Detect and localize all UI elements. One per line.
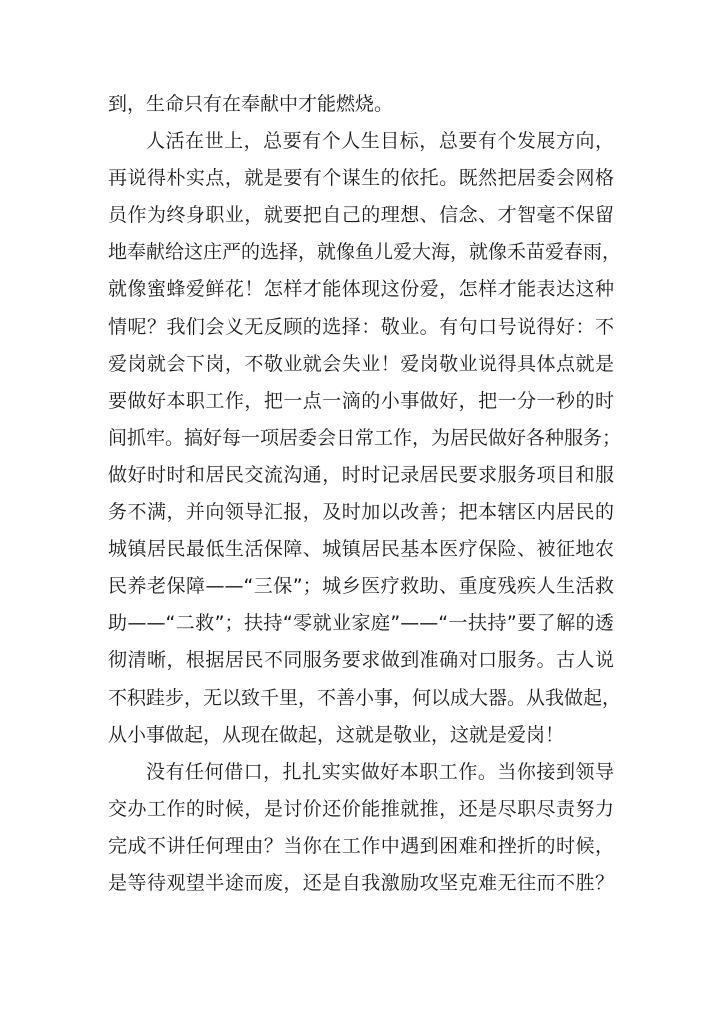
- text-line: 城镇居民最低生活保障、城镇居民基本医疗保险、被征地农: [108, 538, 614, 561]
- text-line: 爱岗就会下岗，不敬业就会失业！爱岗敬业说得具体点就是: [108, 352, 614, 375]
- text-line: 地奉献给这庄严的选择，就像鱼儿爱大海，就像禾苗爱春雨，: [108, 241, 622, 264]
- text-line: 不积跬步，无以致千里，不善小事，何以成大器。从我做起，: [108, 686, 622, 709]
- document-body: [108, 86, 622, 902]
- text-line: 情呢？我们会义无反顾的选择：敬业。有句口号说得好：不: [108, 315, 614, 338]
- text-line: 是等待观望半途而废，还是自我激励攻坚克难无往而不胜？: [108, 871, 614, 894]
- text-line: 人活在世上，总要有个人生目标，总要有个发展方向，: [146, 130, 614, 153]
- text-line: 没有任何借口，扎扎实实做好本职工作。当你接到领导: [146, 760, 614, 783]
- text-line: 做好时时和居民交流沟通，时时记录居民要求服务项目和服: [108, 463, 614, 486]
- paragraph-no-excuses: [108, 754, 614, 902]
- text-line: 助——“二救”；扶持“零就业家庭”——“一扶持”要了解的透: [108, 612, 614, 635]
- text-line: 要做好本职工作，把一点一滴的小事做好，把一分一秒的时: [108, 389, 614, 412]
- text-line: 完成不讲任何理由？当你在工作中遇到困难和挫折的时候，: [108, 834, 614, 857]
- text-line: 间抓牢。搞好每一项居委会日常工作，为居民做好各种服务；: [108, 426, 622, 449]
- paragraph-career-goal: [108, 123, 622, 754]
- text-line: 从小事做起，从现在做起，这就是敬业，这就是爱岗！: [108, 723, 565, 746]
- text-line: 彻清晰，根据居民不同服务要求做到准确对口服务。古人说: [108, 649, 614, 672]
- paragraph-continuation: [108, 86, 614, 123]
- text-line: 交办工作的时候，是讨价还价能推就推，还是尽职尽责努力: [108, 797, 614, 820]
- text-line: 民养老保障——“三保”；城乡医疗救助、重度残疾人生活救: [108, 575, 614, 598]
- text-line: 到，生命只有在奉献中才能燃烧。: [108, 93, 394, 115]
- text-line: 就像蜜蜂爱鲜花！怎样才能体现这份爱，怎样才能表达这种: [108, 278, 614, 301]
- text-line: 务不满，并向领导汇报，及时加以改善；把本辖区内居民的: [108, 501, 614, 524]
- text-line: 员作为终身职业，就要把自己的理想、信念、才智毫不保留: [108, 204, 614, 227]
- text-line: 再说得朴实点，就是要有个谋生的依托。既然把居委会网格: [108, 167, 614, 190]
